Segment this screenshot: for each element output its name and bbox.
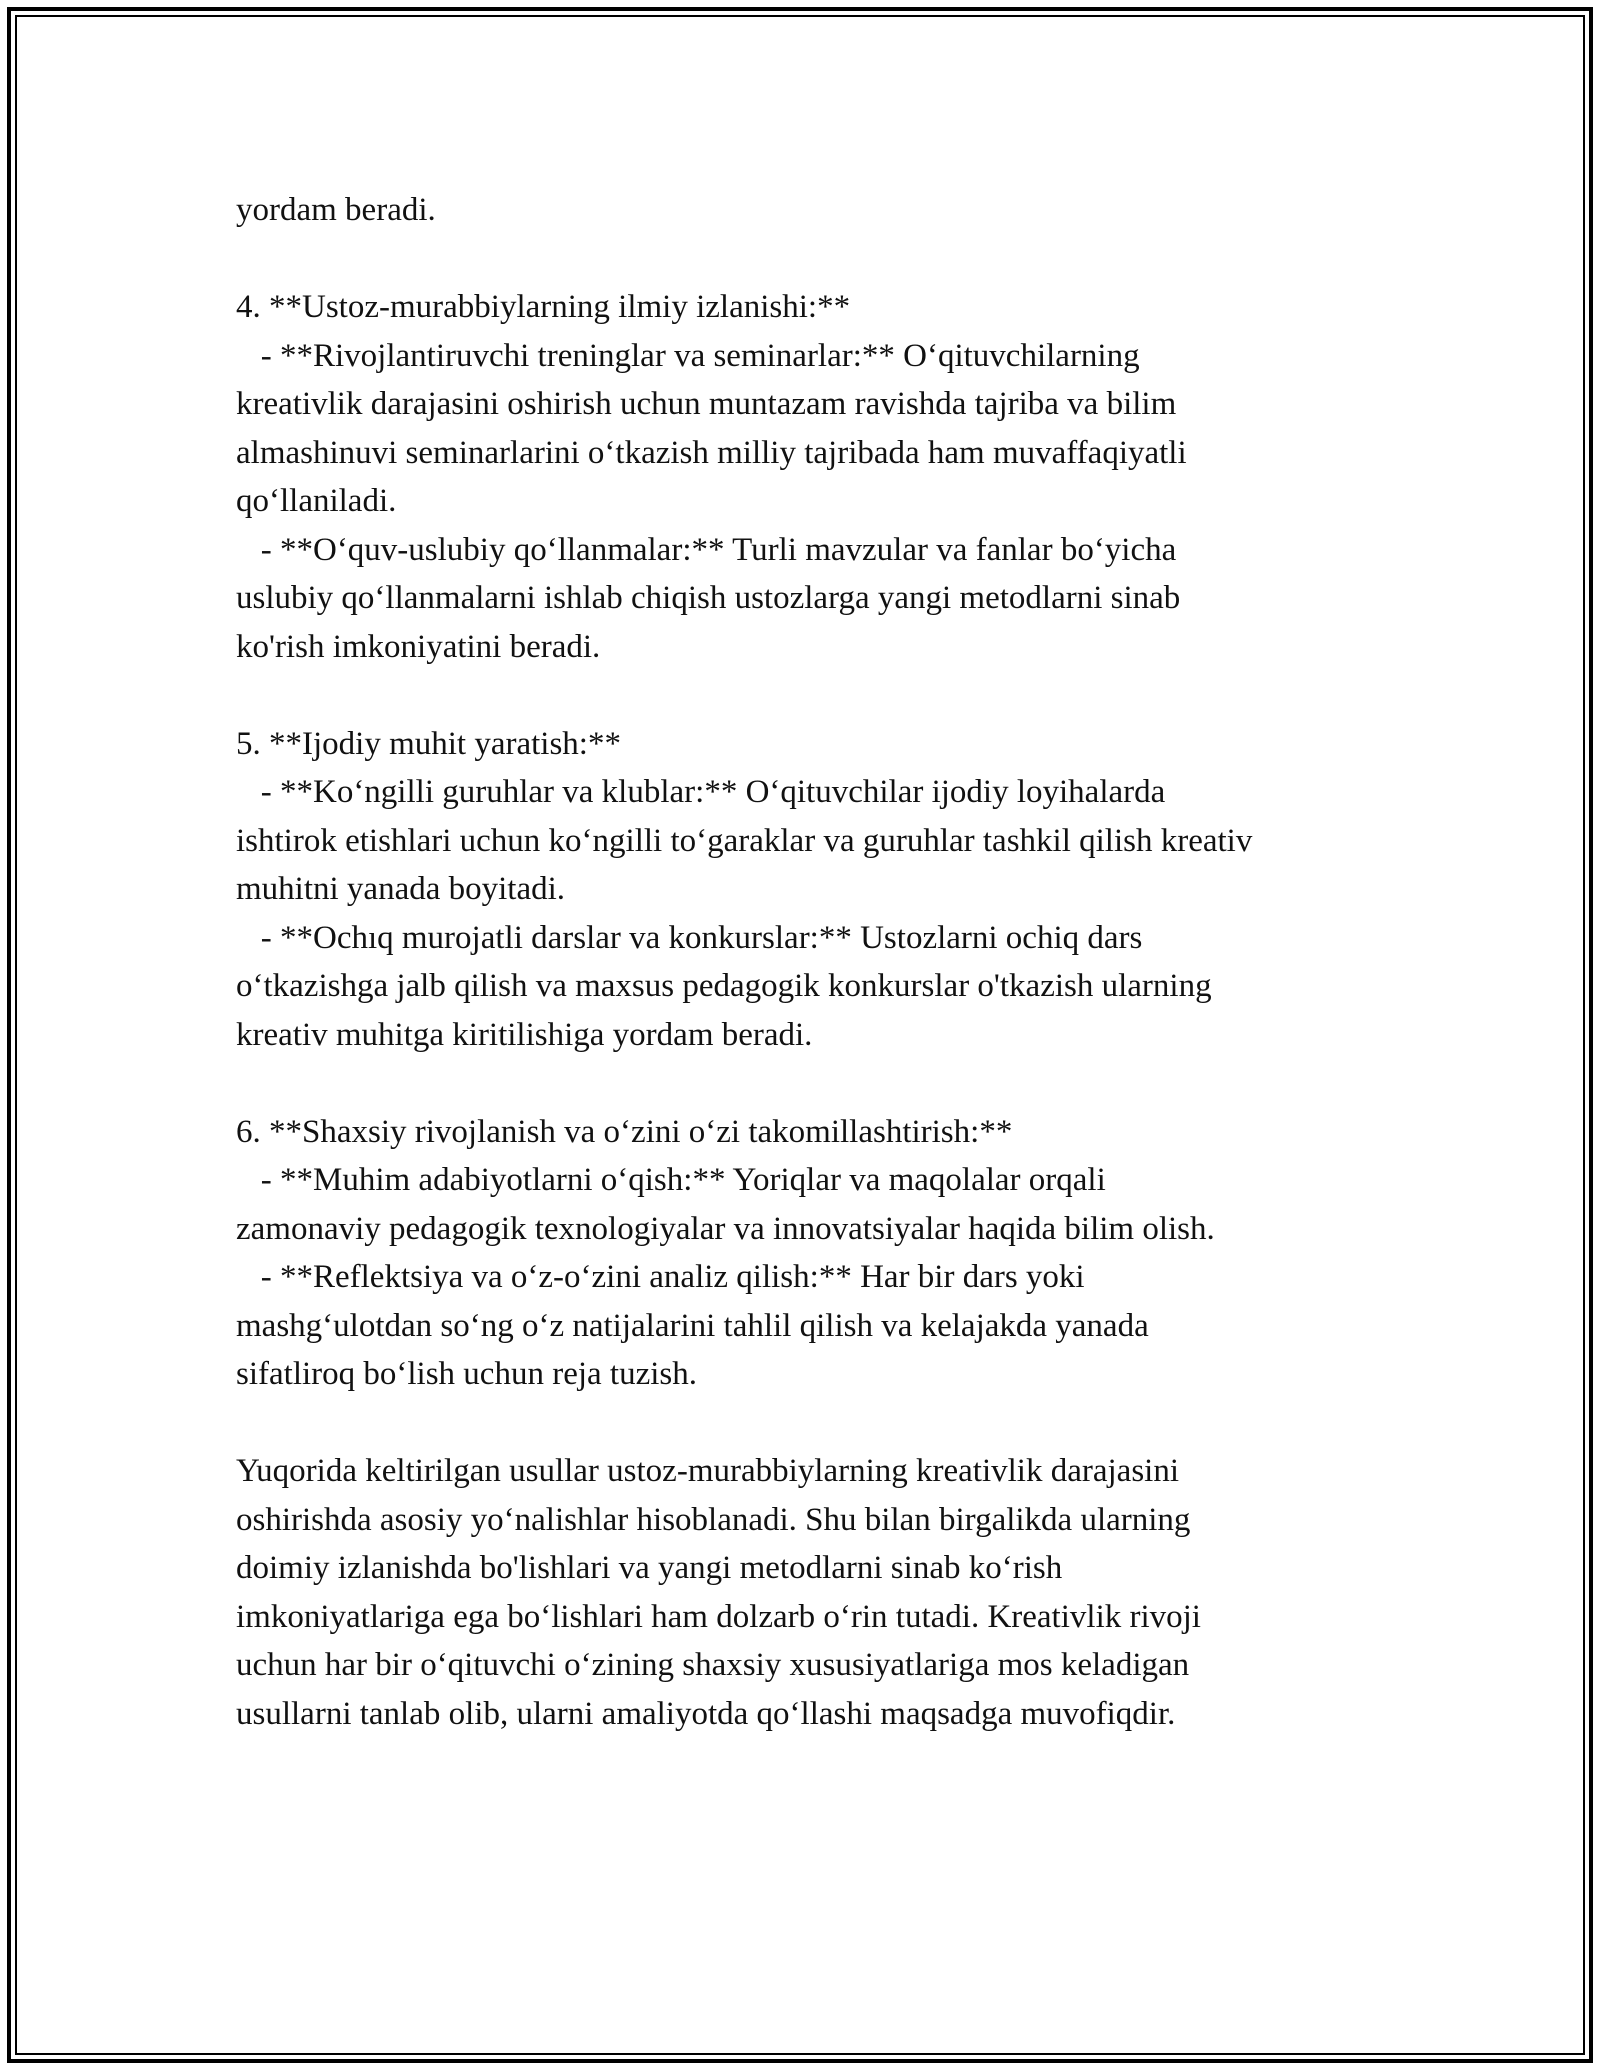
paragraph-spacer bbox=[236, 235, 1396, 284]
text-line: - **Reflektsiya va o‘z-o‘zini analiz qilish:** Har bir dars yoki bbox=[236, 1259, 1085, 1295]
paragraph-spacer bbox=[236, 1399, 1396, 1448]
paragraph bbox=[236, 1108, 1396, 1399]
text-line: 5. **Ijodiy muhit yaratish:** bbox=[236, 725, 621, 762]
text-line: - **Ochıq murojatli darslar va konkurslar:** Ustozlarni ochiq dars bbox=[236, 919, 1143, 956]
text-line: - **Rivojlantiruvchi treninglar va seminarlar:** O‘qituvchilarning bbox=[236, 337, 1140, 374]
text-line: 4. **Ustoz-murabbiylarning ilmiy izlanishi:** bbox=[236, 289, 851, 325]
text-line: usullarni tanlab olib, ularni amaliyotda qo‘llashi maqsadga muvofiqdir. bbox=[236, 1695, 1176, 1732]
paragraph-spacer bbox=[236, 671, 1396, 720]
text-line: doimiy izlanishda bo'lishlari va yangi metodlarni sinab ko‘rish bbox=[236, 1550, 1063, 1586]
text-line: - **Ko‘ngilli guruhlar va klublar:** O‘qituvchilar ijodiy loyihalarda bbox=[236, 774, 1166, 810]
paragraph-spacer bbox=[236, 1059, 1396, 1108]
text-line: kreativlik darajasini oshirish uchun muntazam ravishda tajriba va bilim bbox=[236, 386, 1177, 422]
text-line: uchun har bir o‘qituvchi o‘zining shaxsiy xususiyatlariga mos keladigan bbox=[236, 1647, 1190, 1683]
text-line: kreativ muhitga kiritilishiga yordam beradi. bbox=[236, 1016, 813, 1053]
text-line: - **Muhim adabiyotlarni o‘qish:** Yoriqlar va maqolalar orqali bbox=[236, 1162, 1106, 1198]
document-body bbox=[236, 186, 1396, 1738]
text-line: o‘tkazishga jalb qilish va maxsus pedagogik konkurslar o'tkazish ularning bbox=[236, 968, 1212, 1004]
text-line: - **O‘quv-uslubiy qo‘llanmalar:** Turli mavzular va fanlar bo‘yicha bbox=[236, 531, 1177, 568]
text-line: zamonaviy pedagogik texnologiyalar va innovatsiyalar haqida bilim olish. bbox=[236, 1210, 1215, 1247]
text-line: ko'rish imkoniyatini beradi. bbox=[236, 628, 601, 665]
text-line: qo‘llaniladi. bbox=[236, 483, 397, 519]
text-line: mashg‘ulotdan so‘ng o‘z natijalarini tahlil qilish va kelajakda yanada bbox=[236, 1307, 1149, 1344]
text-line: ishtirok etishlari uchun ko‘ngilli to‘garaklar va guruhlar tashkil qilish kreativ bbox=[236, 822, 1253, 859]
paragraph bbox=[236, 1447, 1396, 1738]
text-line: uslubiy qo‘llanmalarni ishlab chiqish ustozlarga yangi metodlarni sinab bbox=[236, 580, 1181, 616]
text-line: 6. **Shaxsiy rivojlanish va o‘zini o‘zi takomillashtirish:** bbox=[236, 1113, 1013, 1150]
text-line: almashinuvi seminarlarini o‘tkazish milliy tajribada ham muvaffaqiyatli bbox=[236, 434, 1187, 471]
text-line: imkoniyatlariga ega bo‘lishlari ham dolzarb o‘rin tutadi. Kreativlik rivoji bbox=[236, 1598, 1201, 1635]
text-line: oshirishda asosiy yo‘nalishlar hisoblanadi. Shu bilan birgalikda ularning bbox=[236, 1501, 1191, 1538]
text-line: muhitni yanada boyitadi. bbox=[236, 871, 566, 907]
paragraph bbox=[236, 186, 1396, 235]
paragraph bbox=[236, 283, 1396, 671]
text-line: yordam beradi. bbox=[236, 192, 436, 228]
text-line: Yuqorida keltirilgan usullar ustoz-murabbiylarning kreativlik darajasini bbox=[236, 1453, 1179, 1489]
paragraph bbox=[236, 720, 1396, 1060]
text-line: sifatliroq bo‘lish uchun reja tuzish. bbox=[236, 1356, 697, 1392]
